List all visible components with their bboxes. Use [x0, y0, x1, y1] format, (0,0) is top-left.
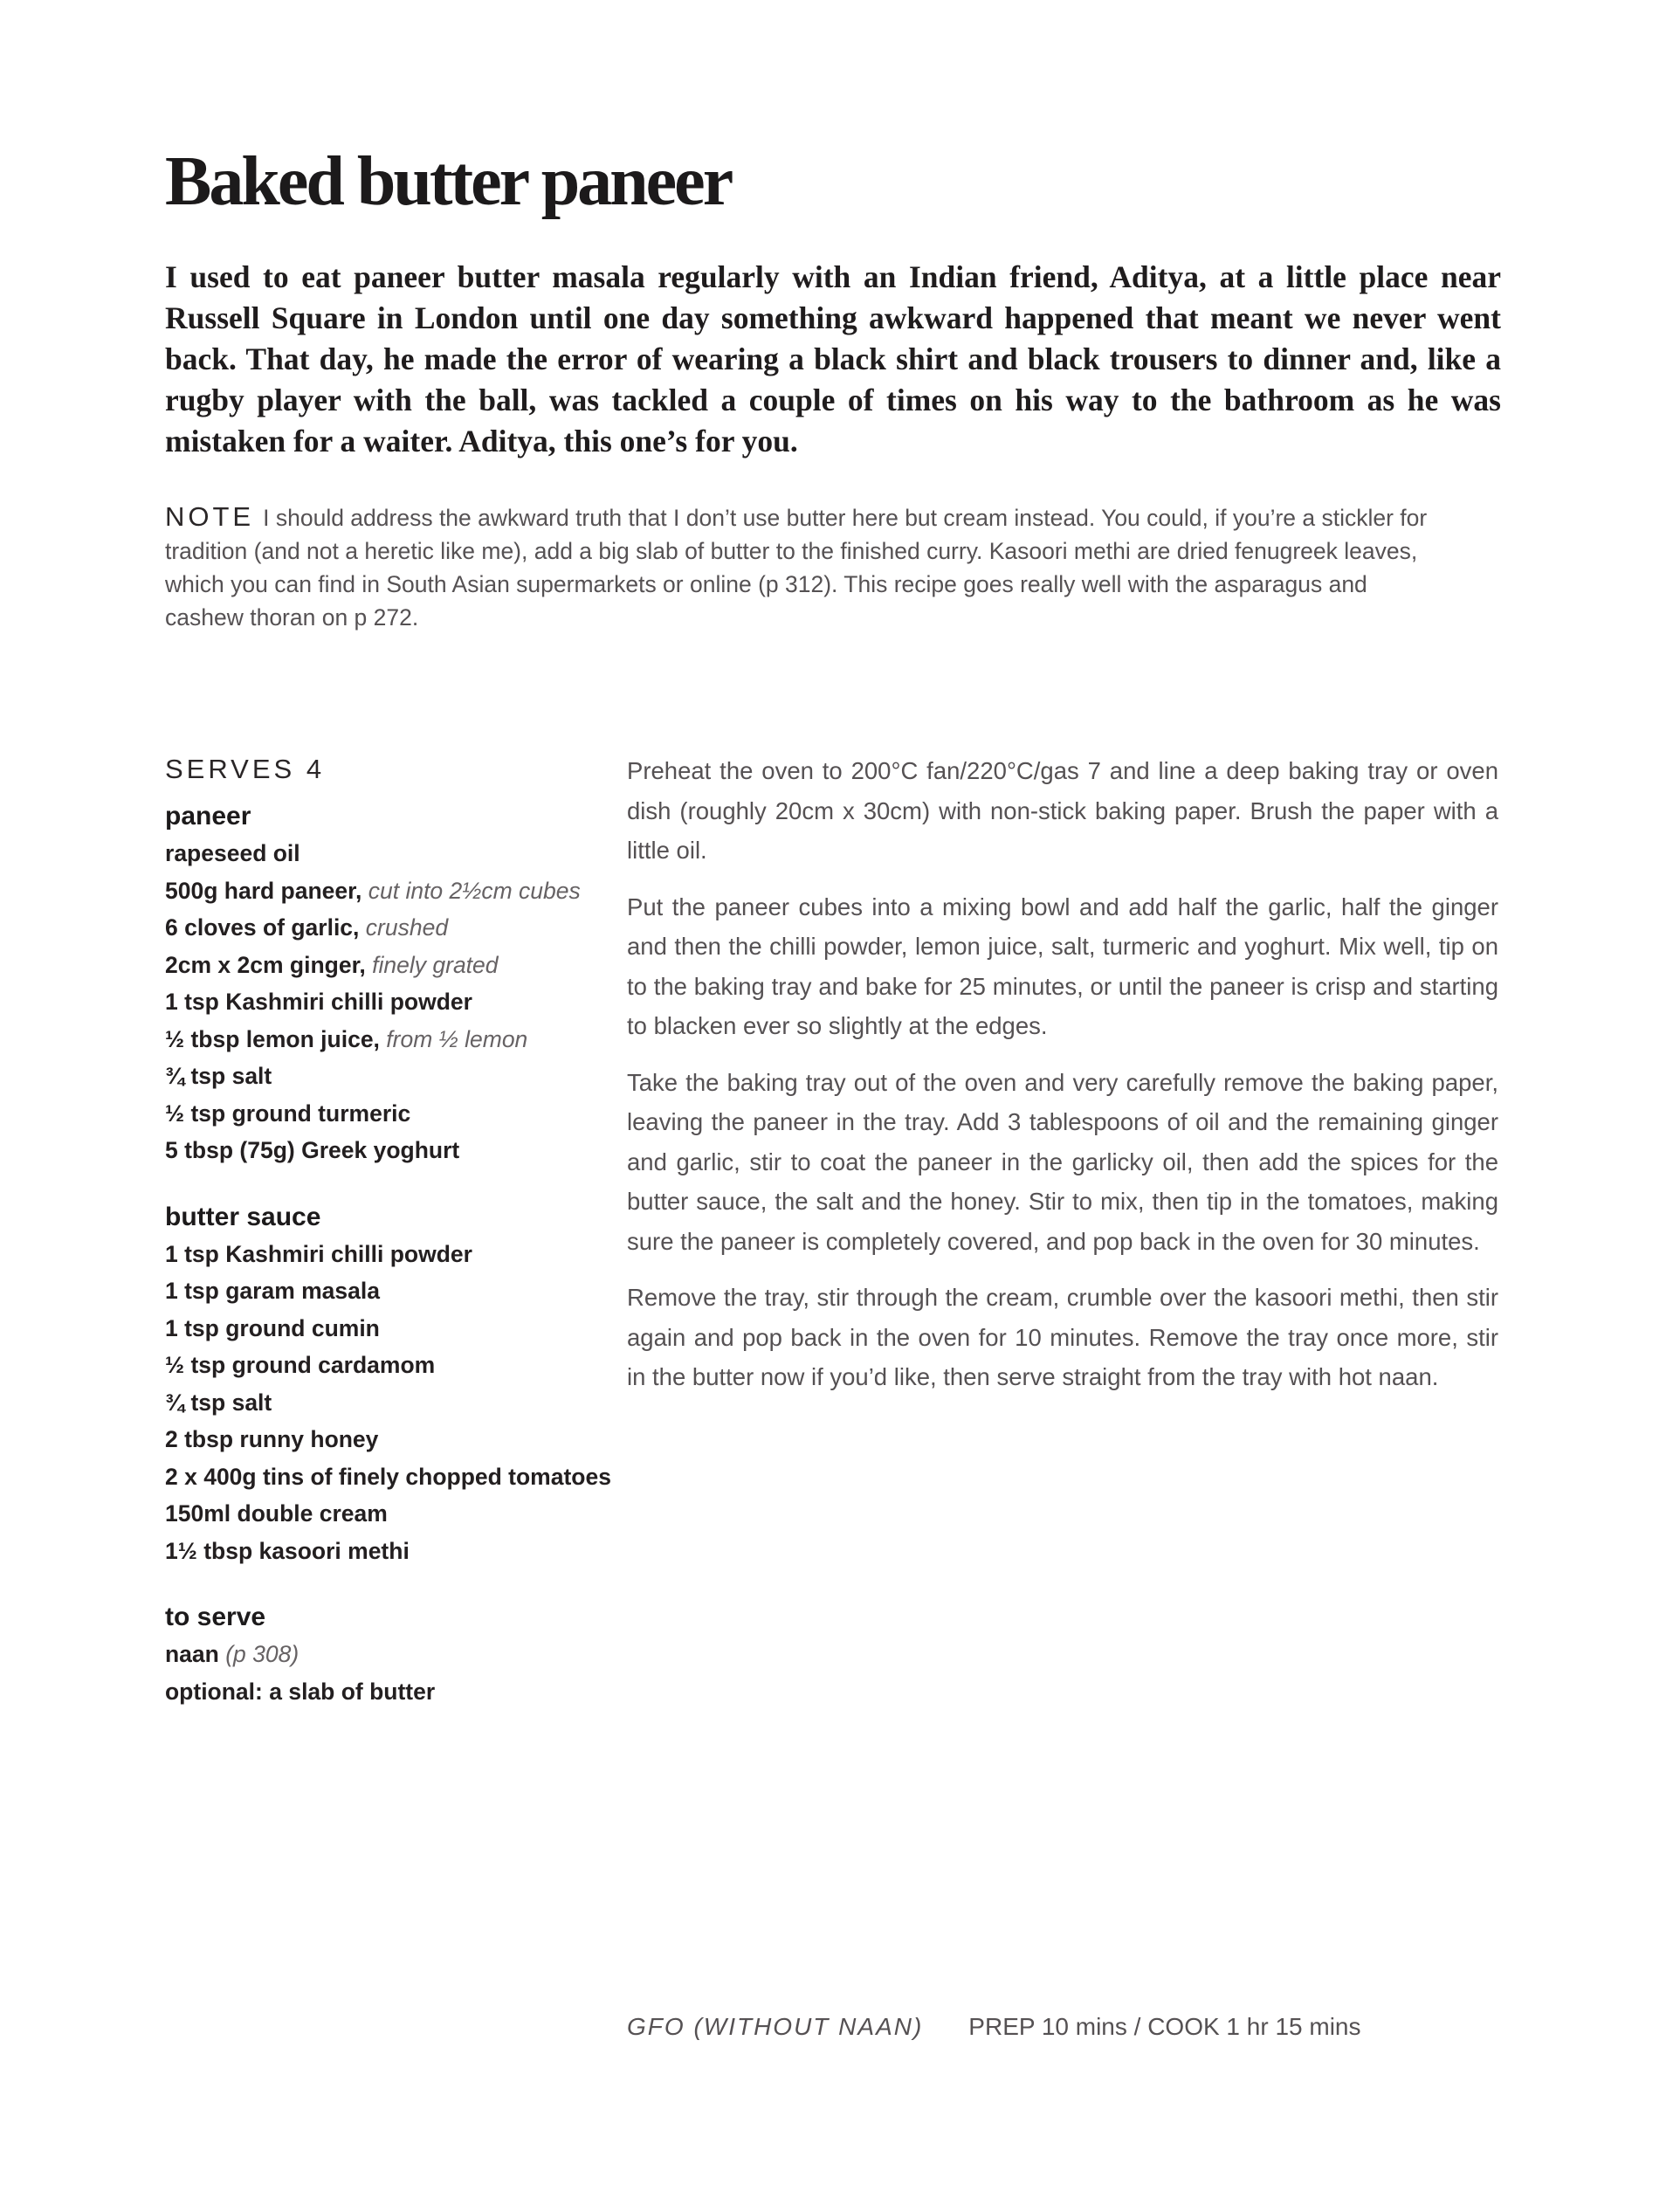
recipe-footer — [627, 2009, 1361, 2044]
ingredient-text: 1 tsp Kashmiri chilli powder — [165, 1240, 472, 1267]
ingredient-group-to-serve — [165, 1599, 619, 1710]
ingredient-note: cut into 2½cm cubes — [368, 877, 581, 904]
note-text: I should address the awkward truth that I don’t use butter here but cream instead. You could, if you’re a stickler for tradition (and not a heretic like me), add a big slab of butter to the finished curry. Kasoori methi are dried fenugreek leaves, which you can find in South Asian supermarkets or online (p 312). This recipe goes really well with the asparagus and cashew thoran on p 272. — [165, 505, 1428, 631]
ingredient-item — [165, 1421, 619, 1458]
ingredient-group-paneer — [165, 798, 619, 1169]
ingredient-text: ½ tsp ground cardamom — [165, 1352, 436, 1378]
ingredient-item — [165, 909, 619, 947]
ingredient-text: 500g hard paneer, — [165, 877, 362, 904]
method-step: Remove the tray, stir through the cream, crumble over the kasoori methi, then stir again and pop back in the oven for 10 minutes. Remove the tray once more, stir in the butter now if you’d like, then serve straight from the tray with hot naan. — [627, 1284, 1498, 1390]
ingredient-group-title: to serve — [165, 1603, 266, 1631]
ingredient-group-title: paneer — [165, 802, 251, 831]
ingredient-note: (p 308) — [225, 1641, 300, 1667]
ingredient-text: ¾ tsp salt — [165, 1389, 272, 1416]
ingredient-item — [165, 1458, 619, 1496]
ingredient-item — [165, 1236, 619, 1273]
recipe-title: Baked butter paneer — [165, 143, 732, 220]
ingredient-item — [165, 1384, 619, 1422]
recipe-intro: I used to eat paneer butter masala regularly with an Indian friend, Aditya, at a little place near Russell Square in London until one day something awkward happened that meant we never went back. That day, he made the error of wearing a black shirt and black trousers to dinner and, like a rugby player with the ball, was tackled a couple of times on his way to the bathroom as he was mistaken for a waiter. Aditya, this one’s for you. — [165, 259, 1501, 458]
ingredient-item — [165, 1095, 619, 1133]
ingredient-item — [165, 835, 619, 872]
method-column — [627, 751, 1498, 1414]
ingredient-item — [165, 947, 619, 984]
ingredient-note: crushed — [365, 914, 449, 941]
ingredient-item — [165, 983, 619, 1021]
ingredient-item — [165, 1310, 619, 1348]
timing-label: PREP 10 mins / COOK 1 hr 15 mins — [968, 2013, 1361, 2040]
method-step: Put the paneer cubes into a mixing bowl and add half the garlic, half the ginger and then the chilli powder, lemon juice, salt, turmeric and yoghurt. Mix well, tip on to the baking tray and bake for 25 minutes, or until the paneer is crisp and starting to blacken ever so slightly at the edges. — [627, 893, 1498, 1039]
serves-label: SERVES 4 — [165, 754, 326, 784]
ingredient-text: 1 tsp ground cumin — [165, 1314, 380, 1341]
ingredient-text: ½ tbsp lemon juice, — [165, 1025, 380, 1052]
ingredient-text: ¾ tsp salt — [165, 1063, 272, 1089]
ingredient-group-title: butter sauce — [165, 1202, 321, 1231]
method-step: Take the baking tray out of the oven and very carefully remove the baking paper, leaving the paneer in the tray. Add 3 tablespoons of oil and the remaining ginger and garlic, stir to coat the paneer in the garlicky oil, then add the spices for the butter sauce, the salt and the honey. Stir to mix, then tip in the tomatoes, making sure the paneer is completely covered, and pop back in the oven for 30 minutes. — [627, 1068, 1498, 1255]
ingredient-list — [165, 1636, 619, 1710]
ingredient-text: 1 tsp Kashmiri chilli powder — [165, 989, 472, 1015]
ingredient-item — [165, 1132, 619, 1169]
ingredient-item — [165, 1058, 619, 1095]
ingredient-text: 2 tbsp runny honey — [165, 1426, 379, 1452]
ingredient-text: naan — [165, 1641, 219, 1667]
ingredient-item — [165, 872, 619, 910]
ingredient-item — [165, 1021, 619, 1058]
ingredient-text: 1½ tbsp kasoori methi — [165, 1537, 410, 1564]
ingredient-item — [165, 1272, 619, 1310]
ingredient-group-butter-sauce — [165, 1199, 619, 1570]
ingredient-note: finely grated — [372, 951, 499, 978]
ingredient-item — [165, 1636, 619, 1673]
ingredient-item — [165, 1347, 619, 1384]
ingredient-text: ½ tsp ground turmeric — [165, 1099, 411, 1127]
ingredient-text: optional: a slab of butter — [165, 1678, 436, 1705]
ingredient-text: 2cm x 2cm ginger, — [165, 951, 366, 978]
ingredient-item — [165, 1495, 619, 1533]
note-label: NOTE — [165, 501, 255, 532]
ingredient-text: 150ml double cream — [165, 1500, 388, 1527]
recipe-note — [165, 500, 1431, 634]
ingredient-item — [165, 1673, 619, 1711]
ingredient-item — [165, 1533, 619, 1570]
dietary-label: GFO (WITHOUT NAAN) — [627, 2013, 924, 2040]
ingredient-text: rapeseed oil — [165, 840, 300, 866]
ingredient-text: 1 tsp garam masala — [165, 1278, 380, 1304]
ingredient-text: 5 tbsp (75g) Greek yoghurt — [165, 1137, 460, 1163]
ingredient-text: 2 x 400g tins of finely chopped tomatoes — [165, 1463, 611, 1490]
ingredient-note: from ½ lemon — [386, 1025, 528, 1052]
ingredient-list — [165, 1236, 619, 1570]
ingredient-text: 6 cloves of garlic, — [165, 914, 360, 941]
ingredient-list — [165, 835, 619, 1169]
ingredients-column — [165, 751, 619, 1740]
method-step: Preheat the oven to 200°C fan/220°C/gas 7 and line a deep baking tray or oven dish (roughly 20cm x 30cm) with non-stick baking paper. Brush the paper with a little oil. — [627, 757, 1498, 864]
